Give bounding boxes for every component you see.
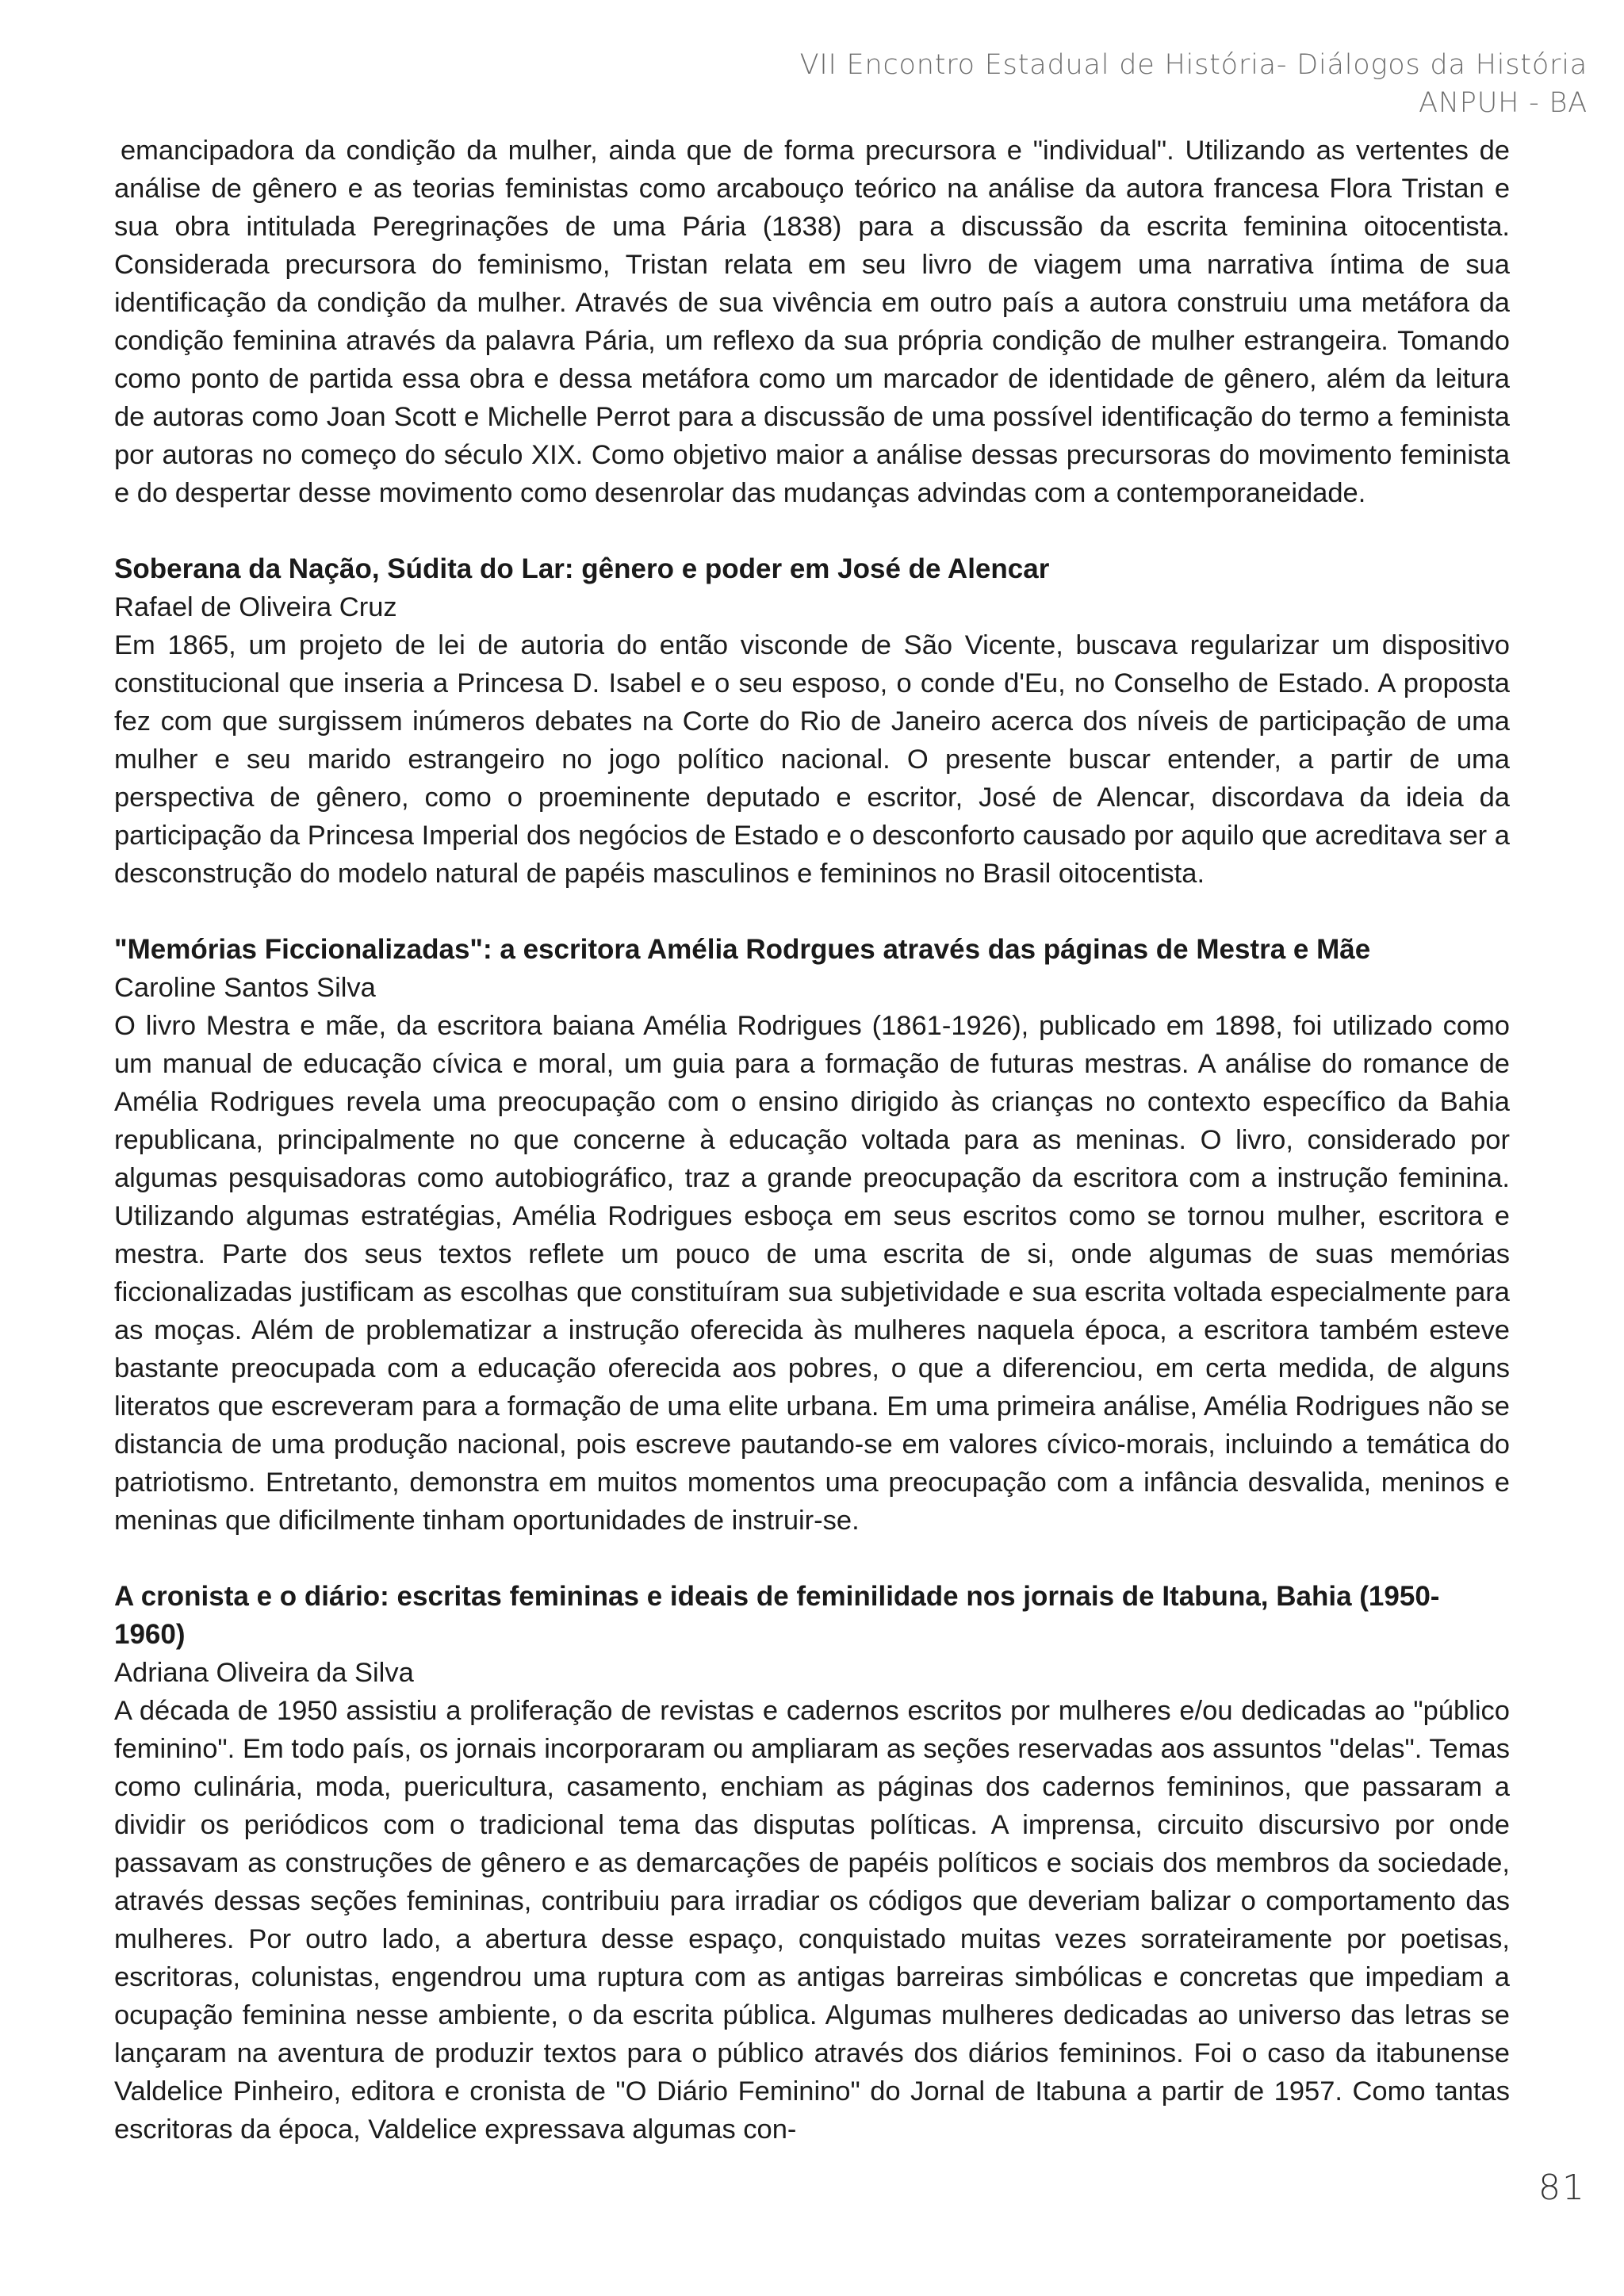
- section-author: Adriana Oliveira da Silva: [114, 1658, 414, 1688]
- section-body: Em 1865, um projeto de lei de autoria do então visconde de São Vicente, buscava regularizar um dispositivo constitucional que inseria a Princesa D. Isabel e o seu esposo, o conde d'Eu, no Conselho de Estado. A proposta fez com que surgissem inúmeros debates na Corte do Rio de Janeiro acerca dos níveis de participação de uma mulher e seu marido estrangeiro no jogo político nacional. O presente buscar entender, a partir de uma perspectiva de gênero, como o proeminente deputado e escritor, José de Alencar, discordava da ideia da participação da Princesa Imperial dos negócios de Estado e o desconforto causado por aquilo que acreditava ser a desconstrução do modelo natural de papéis masculinos e femininos no Brasil oitocentista.: [114, 630, 1510, 889]
- intro-paragraph: emancipadora da condição da mulher, ainda que de forma precursora e "individual". Utilizando as vertentes de análise de gênero e as teorias feministas como arcabouço teórico na análise da autora francesa Flora Tristan e sua obra intitulada Peregrinações de uma Pária (1838) para a discussão da escrita feminina oitocentista. Considerada precursora do feminismo, Tristan relata em seu livro de viagem uma narrativa íntima de sua identificação da condição da mulher. Através de sua vivência em outro país a autora construiu uma metáfora da condição feminina através da palavra Pária, um reflexo da sua própria condição de mulher estrangeira. Tomando como ponto de partida essa obra e dessa metáfora como um marcador de identidade de gênero, além da leitura de autoras como Joan Scott e Michelle Perrot para a discussão de uma possível identificação do termo a feminista por autoras no começo do século XIX. Como objetivo maior a análise dessas precursoras do movimento feminista e do despertar desse movimento como desenrolar das mudanças advindas com a contemporaneidade.: [114, 136, 1510, 508]
- page-number: 81: [1538, 2168, 1586, 2208]
- header-event-title: VII Encontro Estadual de História- Diálogos da História: [799, 49, 1588, 81]
- header-organization: ANPUH - BA: [1419, 87, 1588, 119]
- section-title: A cronista e o diário: escritas femininas e ideais de feminilidade nos jornais de Itabuna, Bahia (1950-1960): [114, 1581, 1440, 1650]
- section-title: Soberana da Nação, Súdita do Lar: gênero e poder em José de Alencar: [114, 553, 1050, 584]
- section-body: O livro Mestra e mãe, da escritora baiana Amélia Rodrigues (1861-1926), publicado em 1898, foi utilizado como um manual de educação cívica e moral, um guia para a formação de futuras mestras. A análise do romance de Amélia Rodrigues revela uma preocupação com o ensino dirigido às crianças no contexto específico da Bahia republicana, principalmente no que concerne à educação voltada para as meninas. O livro, considerado por algumas pesquisadoras como autobiográfico, traz a grande preocupação da escritora com a instrução feminina. Utilizando algumas estratégias, Amélia Rodrigues esboça em seus escritos como se tornou mulher, escritora e mestra. Parte dos seus textos reflete um pouco de uma escrita de si, onde algumas de suas memórias ficcionalizadas justificam as escolhas que constituíram sua subjetividade e sua escrita voltada especialmente para as moças. Além de problematizar a instrução oferecida às mulheres naquela época, a escritora também esteve bastante preocupada com a educação oferecida aos pobres, o que a diferenciou, em certa medida, de alguns literatos que escreveram para a formação de uma elite urbana. Em uma primeira análise, Amélia Rodrigues não se distancia de uma produção nacional, pois escreve pautando-se em valores cívico-morais, incluindo a temática do patriotismo. Entretanto, demonstra em muitos momentos uma preocupação com a infância desvalida, meninos e meninas que dificilmente tinham oportunidades de instruir-se.: [114, 1011, 1510, 1536]
- section-alencar: [114, 550, 1510, 893]
- section-body: A década de 1950 assistiu a proliferação de revistas e cadernos escritos por mulheres e/ou dedicadas ao "público feminino". Em todo país, os jornais incorporaram ou ampliaram as seções reservadas aos assuntos "delas". Temas como culinária, moda, puericultura, casamento, enchiam as páginas dos cadernos femininos, que passaram a dividir os periódicos com o tradicional tema das disputas políticas. A imprensa, circuito discursivo por onde passavam as construções de gênero e as demarcações de papéis políticos e sociais dos membros da sociedade, através dessas seções femininas, contribuiu para irradiar os códigos que deveriam balizar o comportamento das mulheres. Por outro lado, a abertura desse espaço, conquistado muitas vezes sorrateiramente por poetisas, escritoras, colunistas, engendrou uma ruptura com as antigas barreiras simbólicas e concretas que impediam a ocupação feminina nesse ambiente, o da escrita pública. Algumas mulheres dedicadas ao universo das letras se lançaram na aventura de produzir textos para o público através dos diários femininos. Foi o caso da itabunense Valdelice Pinheiro, editora e cronista de "O Diário Feminino" do Jornal de Itabuna a partir de 1957. Como tantas escritoras da época, Valdelice expressava algumas con-: [114, 1696, 1510, 2145]
- section-title: "Memórias Ficcionalizadas": a escritora Amélia Rodrgues através das páginas de Mestra e Mãe: [114, 934, 1371, 965]
- running-header: [800, 46, 1588, 122]
- page-body: [114, 132, 1510, 2149]
- section-author: Caroline Santos Silva: [114, 973, 376, 1003]
- section-amelia-rodrigues: [114, 931, 1510, 1540]
- section-author: Rafael de Oliveira Cruz: [114, 592, 397, 622]
- section-cronista-diario: [114, 1578, 1510, 2149]
